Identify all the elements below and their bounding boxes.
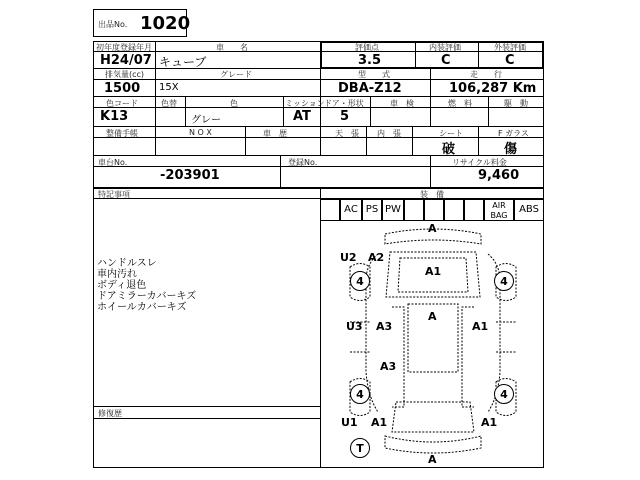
exterior-label: 外装評価 <box>494 43 526 52</box>
cap-label: 車 検 <box>390 99 414 108</box>
grade-label: グレード <box>220 70 252 79</box>
mission-label: ミッション <box>285 99 325 108</box>
equipment-label: 装 備 <box>420 190 444 199</box>
name-value: キューブ <box>159 55 207 69</box>
damage-left-rear-door: A3 <box>380 360 397 373</box>
equipment-ps: PS <box>362 199 382 221</box>
tire-rear-right: 4 <box>494 384 514 404</box>
equipment-abs: ABS <box>514 199 544 221</box>
car-diagram <box>330 222 536 466</box>
damage-right-front-door: A1 <box>472 320 489 333</box>
seat-value: 破 <box>442 142 456 157</box>
history-label: 車 歴 <box>263 129 287 138</box>
score-value: 3.5 <box>358 53 382 68</box>
note-line: ボディ退色 <box>97 280 147 291</box>
repair-label: 修復歴 <box>98 409 122 418</box>
spare-tire: T <box>350 438 370 458</box>
cc-label: 排気量(cc) <box>105 70 145 79</box>
model-label: 型 式 <box>358 70 390 79</box>
colorcode-value: K13 <box>100 109 129 124</box>
interior-value: C <box>441 53 451 68</box>
damage-roof: A <box>428 310 437 323</box>
door-label: ドア・形状 <box>324 99 364 108</box>
damage-hood: A1 <box>425 265 442 278</box>
colorcode-label: 色コード <box>106 99 138 108</box>
note-line: ドアミラーカバーキズ <box>97 291 197 302</box>
damage-rear-left-u1: U1 <box>341 416 358 429</box>
damage-rear-left-a1: A1 <box>371 416 388 429</box>
tire-front-left: 4 <box>350 271 370 291</box>
note-line: ハンドルスレ <box>97 258 157 269</box>
chassis-label: 車台No. <box>98 158 128 167</box>
glass-value: 傷 <box>504 142 518 157</box>
glass-label: F ガラス <box>498 129 529 138</box>
lot-number-box <box>93 9 191 37</box>
exterior-value: C <box>505 53 515 68</box>
equipment-ac: AC <box>340 199 362 221</box>
damage-front-bumper: A <box>428 222 437 235</box>
fuel-label: 燃 料 <box>448 99 472 108</box>
lot-label: 出品No. <box>98 20 128 29</box>
damage-rear-bumper: A <box>428 453 437 466</box>
grade-value: 15X <box>159 82 179 93</box>
model-value: DBA-Z12 <box>338 81 402 96</box>
door-value: 5 <box>340 109 350 124</box>
interior-label: 内装評価 <box>429 43 461 52</box>
mileage-label: 走 行 <box>470 70 502 79</box>
score-label: 評価点 <box>355 43 379 52</box>
year-value: H24/07 <box>100 53 152 68</box>
drive-label: 駆 動 <box>504 99 528 108</box>
damage-left-u3: U3 <box>346 320 363 333</box>
note-line: ホイールカバーキズ <box>97 302 187 313</box>
damage-front-left-a2: A2 <box>368 251 385 264</box>
recycle-label: リサイクル料金 <box>452 158 507 167</box>
reg-label: 登録No. <box>288 158 318 167</box>
damage-front-left-u2: U2 <box>340 251 357 264</box>
lot-number: 1020 <box>140 13 191 34</box>
note-line: 車内汚れ <box>97 269 137 280</box>
notes-label: 特記事項 <box>98 190 130 199</box>
uchibari-label: 内 張 <box>377 129 401 138</box>
nox-label: N O X <box>189 128 212 137</box>
equipment-pw: PW <box>382 199 404 221</box>
damage-left-front-door: A3 <box>376 320 393 333</box>
damage-rear-right-a1: A1 <box>481 416 498 429</box>
mileage-value: 106,287 Km <box>449 81 537 96</box>
seat-label: シート <box>439 129 463 138</box>
tone-label: 色替 <box>161 99 177 108</box>
sunroof-label: 天 張 <box>335 129 359 138</box>
year-label: 初年度登録年月 <box>96 43 152 52</box>
color-label: 色 <box>230 99 238 108</box>
manual-label: 整備手帳 <box>106 129 138 138</box>
cc-value: 1500 <box>104 81 141 96</box>
equipment-airbag: AIR BAG <box>484 199 514 221</box>
color-value: グレー <box>191 115 221 126</box>
name-label: 車 名 <box>216 43 248 52</box>
mission-value: AT <box>293 109 311 124</box>
tire-front-right: 4 <box>494 271 514 291</box>
tire-rear-left: 4 <box>350 384 370 404</box>
chassis-value: -203901 <box>160 168 220 183</box>
recycle-value: 9,460 <box>478 168 520 183</box>
